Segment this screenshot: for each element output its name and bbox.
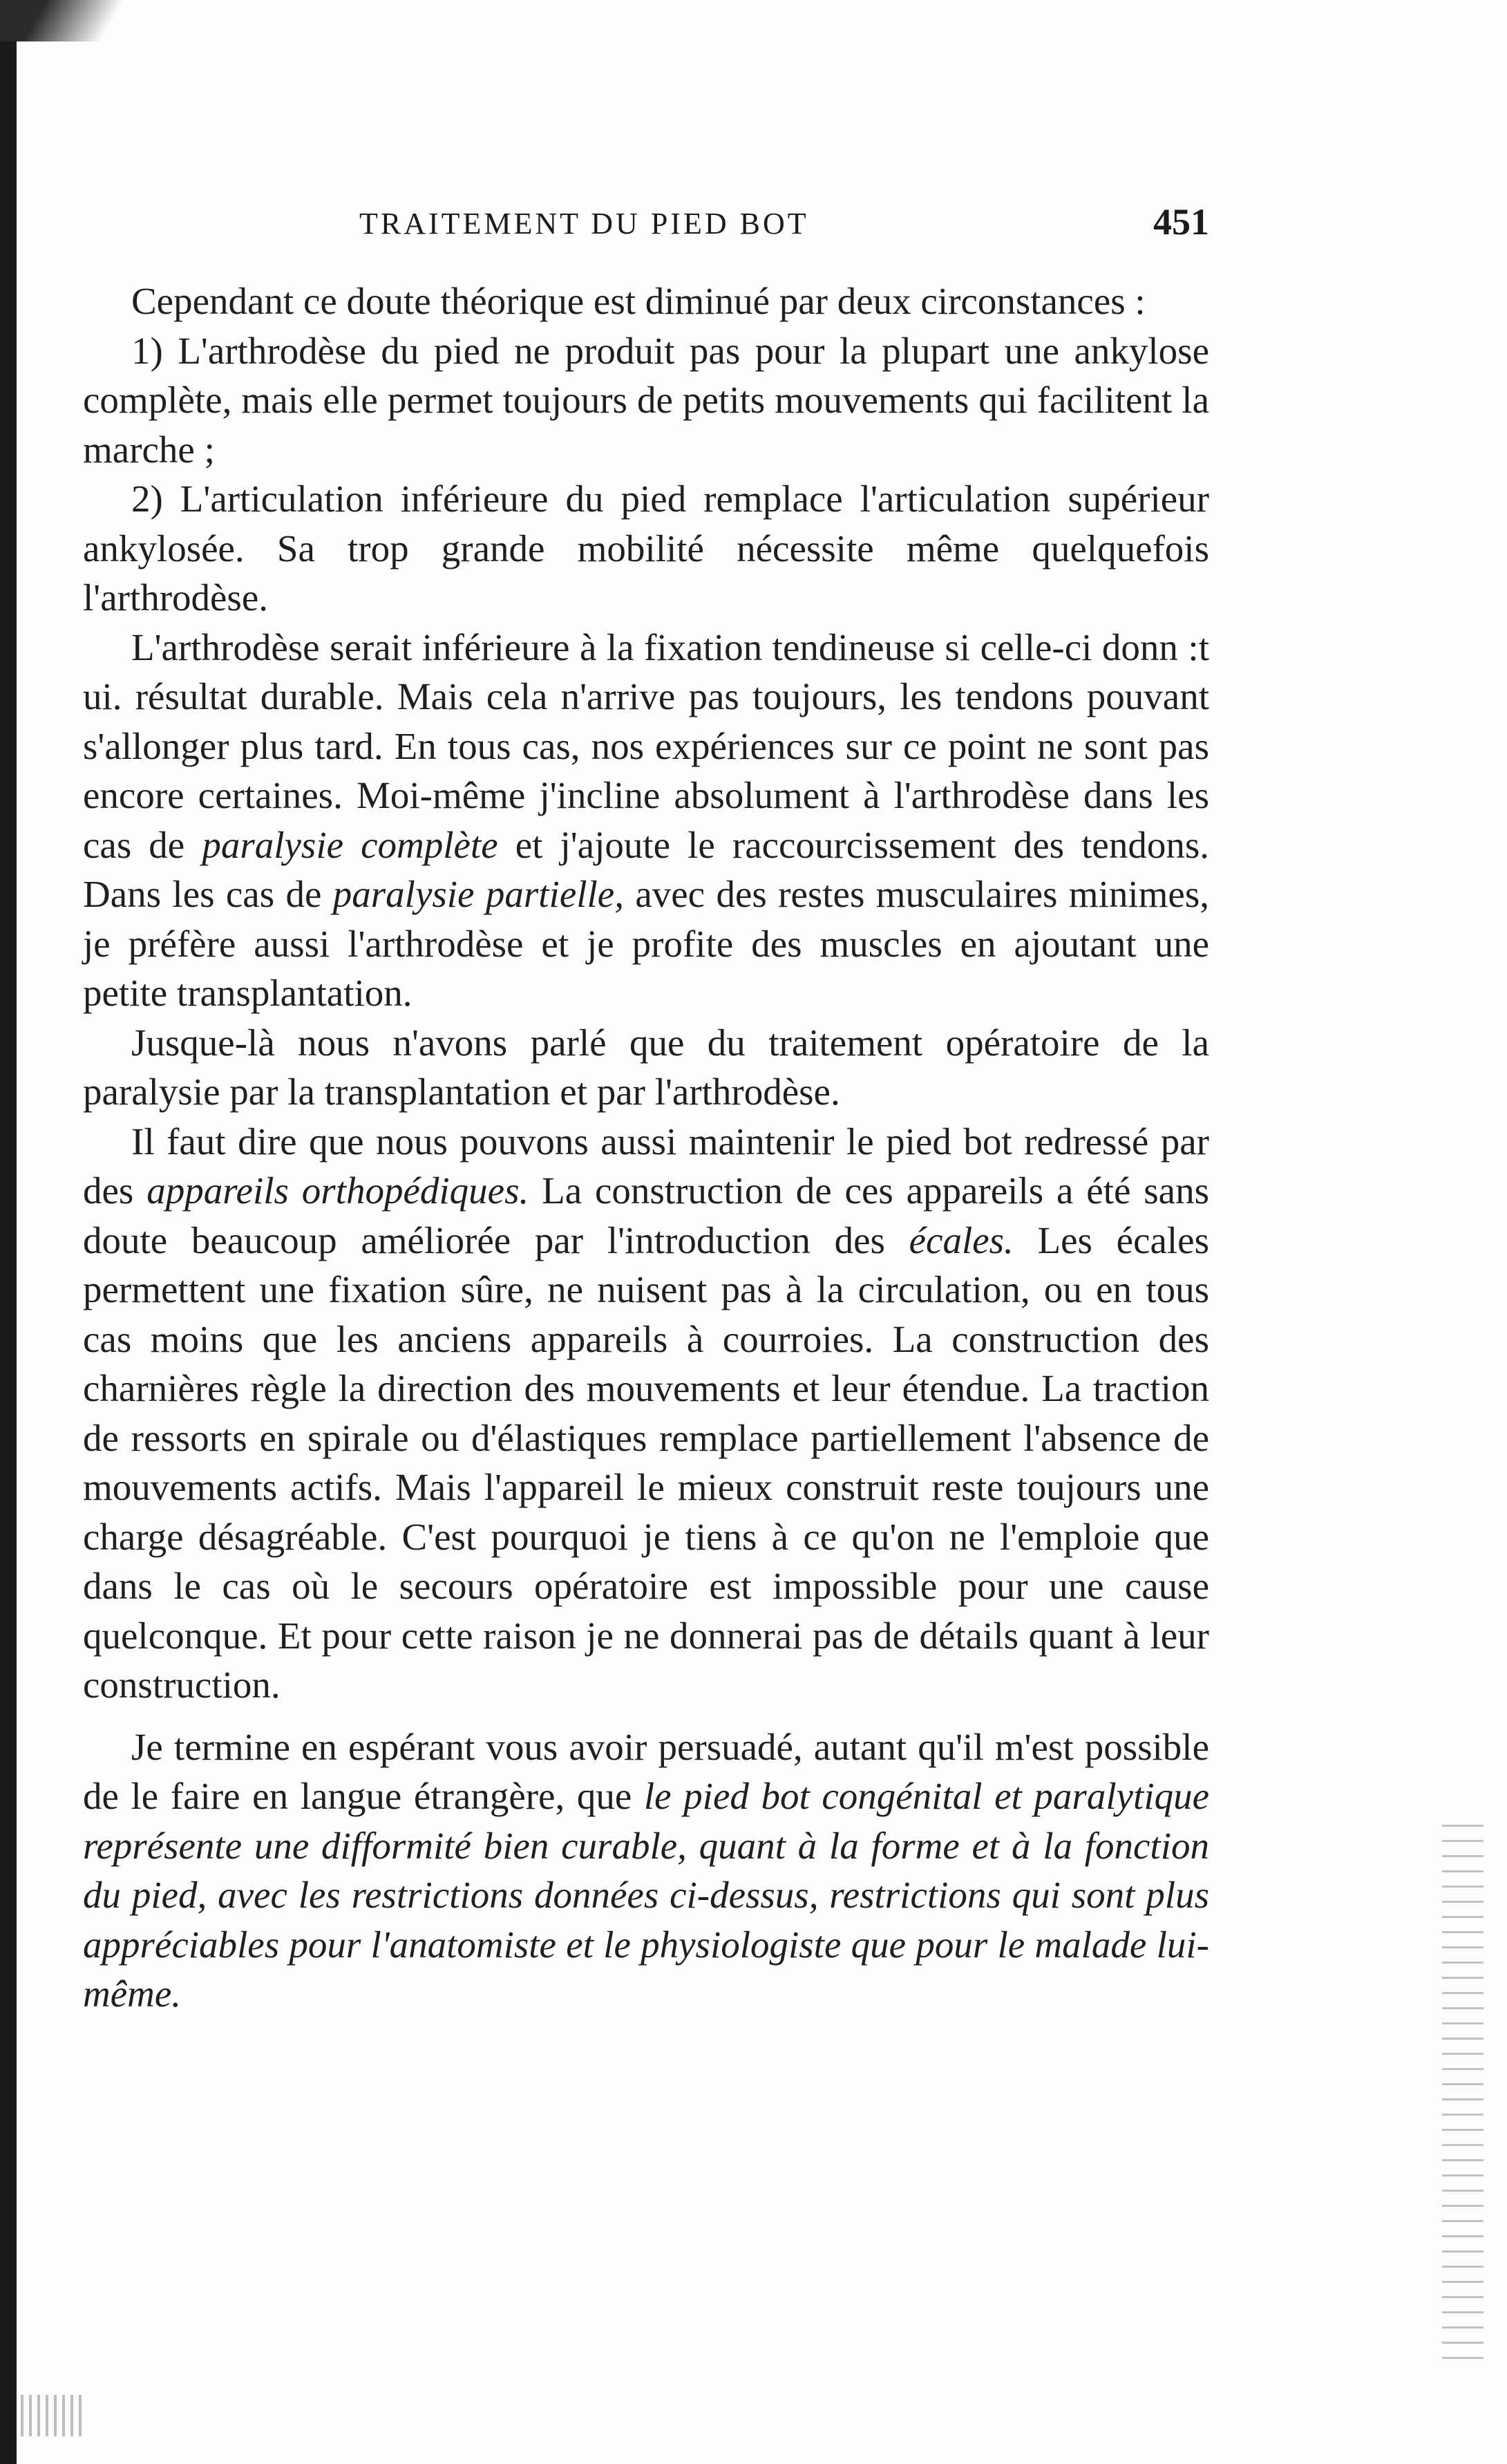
running-head: TRAITEMENT DU PIED BOT <box>359 207 809 241</box>
italic-phrase: le pied bot congénital et paralytique représente une difformité bien curable, quant à la forme et à la fonction du pied, avec les restrictions données ci-dessus, restrictions qui sont plus appréciables pour l'anatomiste et le physiologiste que pour le malade lui-même. <box>83 1775 1210 2015</box>
scan-corner-mark <box>0 0 131 41</box>
paragraph-text: Je termine en espérant vous avoir persuadé, autant qu'il m'est possible de le faire en langue étrangère, que <box>83 1725 1209 1817</box>
list-item-2: 2) L'articulation inférieure du pied remplace l'articulation supérieur ankylosée. Sa trop grande mobilité nécessite même quelquefois l'arthrodèse. <box>83 478 1209 619</box>
paragraph-text: La construction de ces appareils a été sans doute beaucoup améliorée par l'introduction des <box>83 1169 1209 1261</box>
scan-speckle-right <box>1442 1825 1484 2364</box>
page-number: 451 <box>1153 201 1209 243</box>
paragraph-text: Il faut dire que nous pouvons aussi maintenir le pied bot redressé par des <box>83 1120 1209 1212</box>
paragraph-appareils <box>83 1117 1209 1710</box>
paragraph-intro: Cependant ce doute théorique est diminué par deux circonstances : <box>131 280 1146 322</box>
paragraph-text: avec des restes musculaires minimes, je préfère aussi l'arthrodèse et je profite des muscles en ajoutant une petite transplantation. <box>83 873 1209 1014</box>
text-body <box>83 276 1209 2019</box>
paragraph-conclusion <box>83 1722 1209 2019</box>
italic-phrase: écales. <box>909 1219 1014 1261</box>
paragraph-text: L'arthrodèse serait inférieure à la fixation tendineuse si celle-ci donn :t ui. résultat durable. Mais cela n'arrive pas toujours, les tendons pouvant s'allonger plus tard. En tous cas, nos expériences sur ce point ne sont pas encore certaines. Moi-même j'incline absolument à l'arthrodèse dans les cas de <box>83 626 1209 866</box>
list-item-1: 1) L'arthrodèse du pied ne produit pas pour la plupart une ankylose complète, mais elle permet toujours de petits mouvements qui facilitent la marche ; <box>83 329 1209 471</box>
scan-speckle-bottom <box>21 2395 83 2436</box>
binding-edge <box>0 0 17 2464</box>
italic-phrase: paralysie partielle, <box>332 873 624 915</box>
paragraph-text: Les écales permettent une fixation sûre, ne nuisent pas à la circulation, ou en tous cas moins que les anciens appareils à courroies. La construction des charnières règle la direction des mouvements et leur étendue. La traction de ressorts en spirale ou d'élastiques remplace partiellement l'absence de mouvements actifs. Mais l'appareil le mieux construit reste toujours une charge désagréable. C'est pourquoi je tiens à ce qu'on ne l'emploie que dans le cas où le secours opératoire est impossible pour une cause quelconque. Et pour cette raison je ne donnerai pas de détails quant à leur construction. <box>83 1219 1209 1706</box>
paragraph-arthrodese <box>83 623 1209 1018</box>
italic-phrase: appareils orthopédiques. <box>146 1169 529 1212</box>
italic-phrase: paralysie complète <box>202 823 498 866</box>
paragraph-text: et j'ajoute le raccourcissement des tendons. Dans les cas de <box>83 823 1209 915</box>
page-header <box>83 200 1209 263</box>
paragraph-traitement: Jusque-là nous n'avons parlé que du traitement opératoire de la paralysie par la transplantation et par l'arthrodèse. <box>83 1021 1209 1113</box>
